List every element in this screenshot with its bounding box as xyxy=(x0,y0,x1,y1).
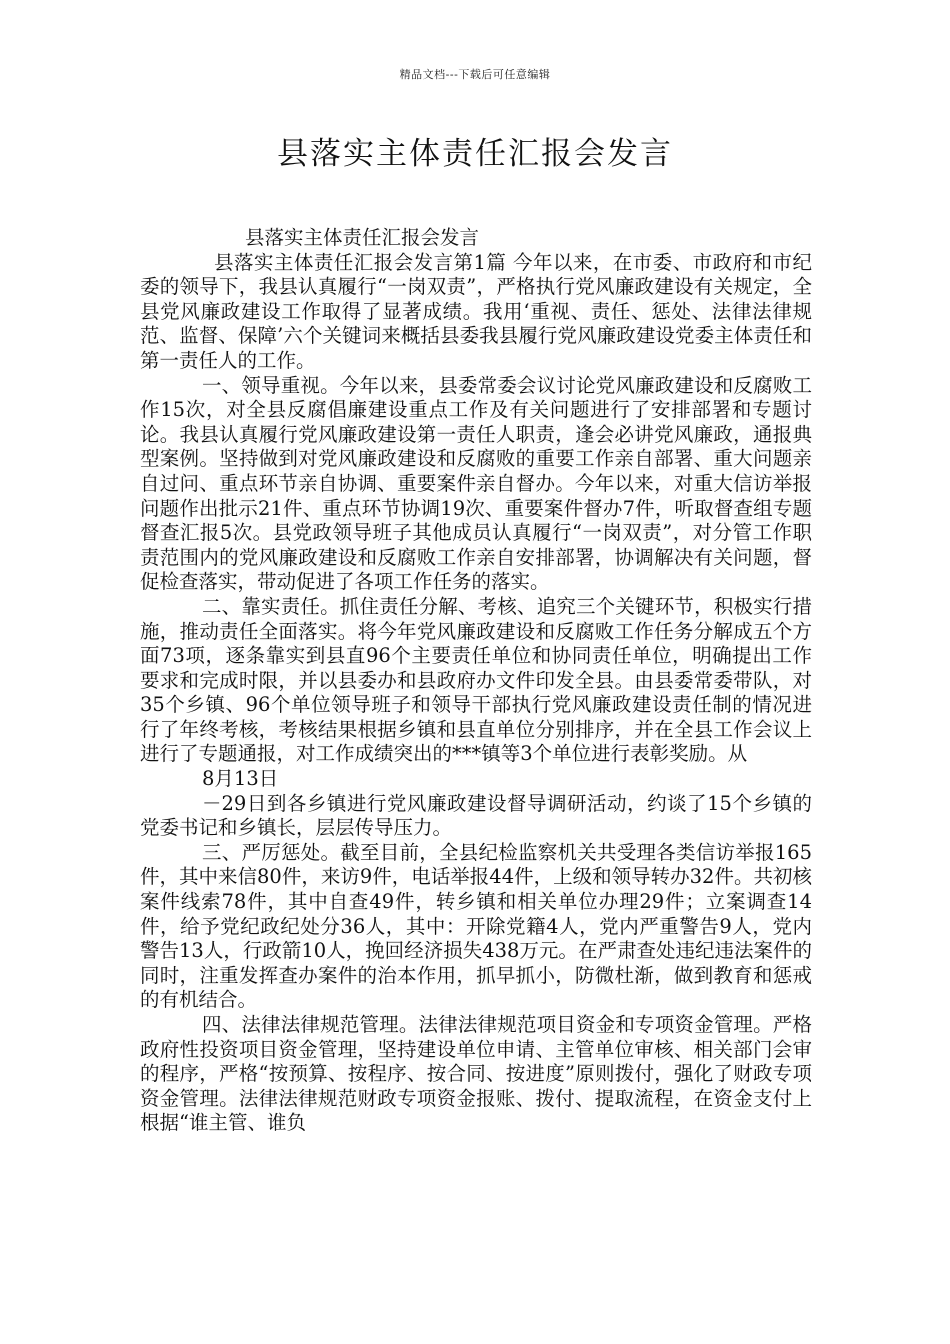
paragraph-intro: 县落实主体责任汇报会发言第1篇 今年以来，在市委、市政府和市纪委的领导下，我县认真履行“一岗双责”，严格执行党风廉政建设有关规定，全县党风廉政建设工作取得了显著成绩。我用‘重视、责任、惩处、法律法律规范、监督、保障’六个关键词来概括县委我县履行党风廉政建设党委主体责任和第一责任人的工作。 xyxy=(140,250,812,372)
document-subtitle: 县落实主体责任汇报会发言 xyxy=(245,226,480,249)
paragraph-punishment: 三、严厉惩处。截至目前，全县纪检监察机关共受理各类信访举报165件，其中来信80件，来访9件，电话举报44件，上级和领导转办32件。共初核案件线索78件，其中自查49件，转乡镇和相关单位办理29件；立案调查14件，给予党纪政纪处分36人，其中：开除党籍4人，党内严重警告9人，党内警告13人，行政箭10人，挽回经济损失438万元。在严肃查处违纪违法案件的同时，注重发挥查办案件的治本作用，抓早抓小，防微杜渐，做到教育和惩戒的有机结合。 xyxy=(140,840,812,1012)
document-body xyxy=(140,226,812,1136)
paragraph-regulation: 四、法律法律规范管理。法律法律规范项目资金和专项资金管理。严格政府性投资项目资金管理，坚持建设单位申请、主管单位审核、相关部门会审的程序，严格“按预算、按程序、按合同、按进度”原则拨付，强化了财政专项资金管理。法律法律规范财政专项资金报账、拨付、提取流程，在资金支付上根据“谁主管、谁负 xyxy=(140,1013,812,1135)
paragraph-date-line: 8月13日 xyxy=(202,767,279,791)
paragraph-responsibility: 二、靠实责任。抓住责任分解、考核、追究三个关键环节，积极实行措施，推动责任全面落实。将今年党风廉政建设和反腐败工作任务分解成五个方面73项，逐条靠实到县直96个主要责任单位和协同责任单位，明确提出工作要求和完成时限，并以县委办和县政府办文件印发全县。由县委常委带队，对35个乡镇、96个单位领导班子和领导干部执行党风廉政建设责任制的情况进行了年终考核，考核结果根据乡镇和县直单位分别排序，并在全县工作会议上进行了专题通报，对工作成绩突出的***镇等3个单位进行表彰奖励。从 xyxy=(140,594,812,766)
paragraph-continuation: －29日到各乡镇进行党风廉政建设督导调研活动，约谈了15个乡镇的党委书记和乡镇长，层层传导压力。 xyxy=(140,791,812,840)
header-note: 精品文档---下载后可任意编辑 xyxy=(399,68,551,81)
paragraph-leadership: 一、领导重视。今年以来，县委常委会议讨论党风廉政建设和反腐败工作15次，对全县反腐倡廉建设重点工作及有关问题进行了安排部署和专题讨论。我县认真履行党风廉政建设第一责任人职责，逢会必讲党风廉政，通报典型案例。坚持做到对党风廉政建设和反腐败的重要工作亲自部署、重大问题亲自过问、重点环节亲自协调、重要案件亲自督办。今年以来，对重大信访举报问题作出批示21件、重点环节协调19次、重要案件督办7件，听取督查组专题督查汇报5次。县党政领导班子其他成员认真履行“一岗双责”，对分管工作职责范围内的党风廉政建设和反腐败工作亲自安排部署，协调解决有关问题，督促检查落实，带动促进了各项工作任务的落实。 xyxy=(140,373,812,594)
document-title: 县落实主体责任汇报会发言 xyxy=(277,136,673,172)
